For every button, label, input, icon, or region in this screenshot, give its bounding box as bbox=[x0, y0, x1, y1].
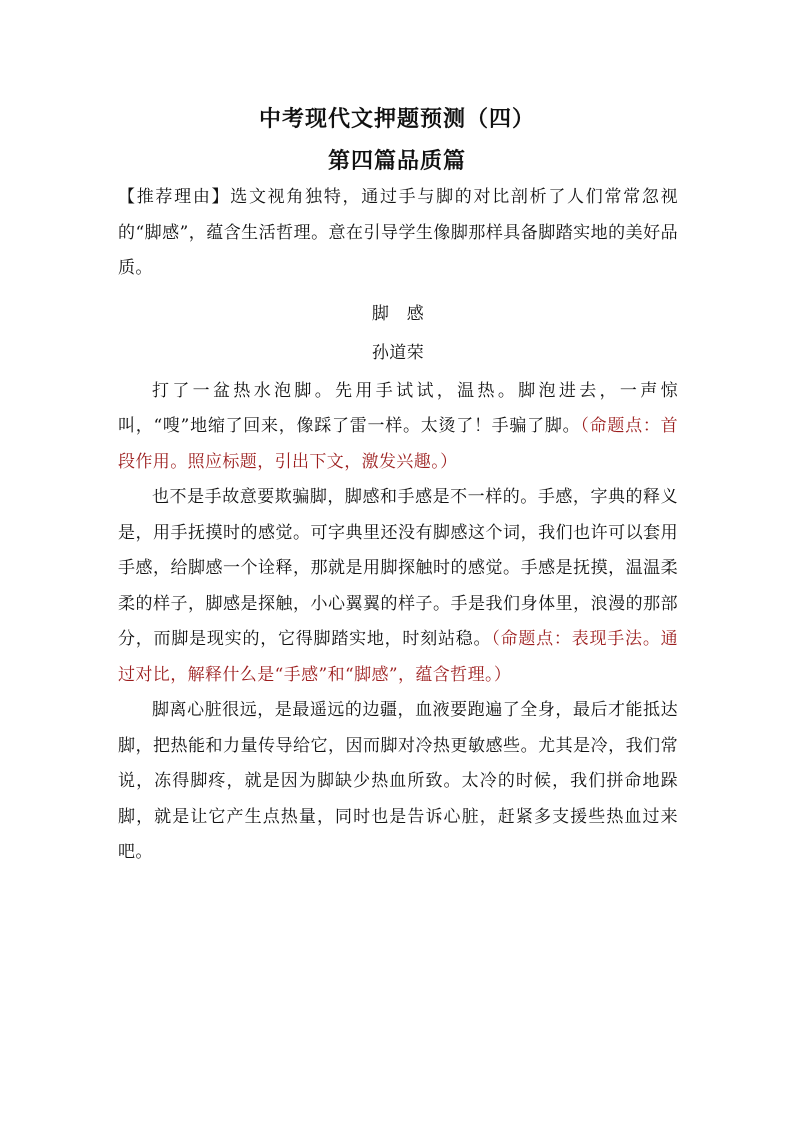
article-title: 脚 感 bbox=[371, 303, 425, 324]
paragraph-3-text: 脚离心脏很远，是最遥远的边疆，血液要跑遍了全身，最后才能抵达脚，把热能和力量传导给它，因而脚对冷热更敏感些。尤其是冷，我们常说，冻得脚疼，就是因为脚缺少热血所致。太冷的时候，我们拼命地跺脚，就是让它产生点热量，同时也是告诉心脏，赶紧多支援些热血过来吧。 bbox=[118, 700, 678, 862]
recommendation-paragraph: 【推荐理由】选文视角独特，通过手与脚的对比剖析了人们常常忽视的“脚感”，蕴含生活哲理。意在引导学生像脚那样具备脚踏实地的美好品质。 bbox=[118, 187, 678, 278]
document-body bbox=[118, 180, 678, 871]
document-subtitle: 第四篇品质篇 bbox=[327, 148, 466, 174]
paragraph-2 bbox=[118, 480, 678, 693]
paragraph-1 bbox=[118, 374, 678, 481]
paragraph-2-note: （命题点：表现手法。通过对比，解释什么是“手感”和“脚感”，蕴含哲理。） bbox=[118, 629, 678, 685]
paragraph-2-text: 也不是手故意要欺骗脚，脚感和手感是不一样的。手感，字典的释义是，用手抚摸时的感觉。可字典里还没有脚感这个词，我们也许可以套用手感，给脚感一个诠释，那就是用脚探触时的感觉。手感是抚摸，温温柔柔的样子，脚感是探触，小心翼翼的样子。手是我们身体里，浪漫的那部分，而脚是现实的，它得脚踏实地，时刻站稳。 bbox=[118, 487, 678, 649]
paragraph-1-text: 打了一盆热水泡脚。先用手试试，温热。脚泡进去，一声惊叫，“嗖”地缩了回来，像踩了雷一样。太烫了！手骗了脚。 bbox=[118, 380, 678, 436]
document-title: 中考现代文押题预测（四） bbox=[258, 106, 535, 132]
article-author: 孙道荣 bbox=[371, 343, 425, 363]
paragraph-3 bbox=[118, 693, 678, 871]
paragraph-1-note: （命题点：首段作用。照应标题，引出下文，激发兴趣。） bbox=[118, 416, 678, 472]
